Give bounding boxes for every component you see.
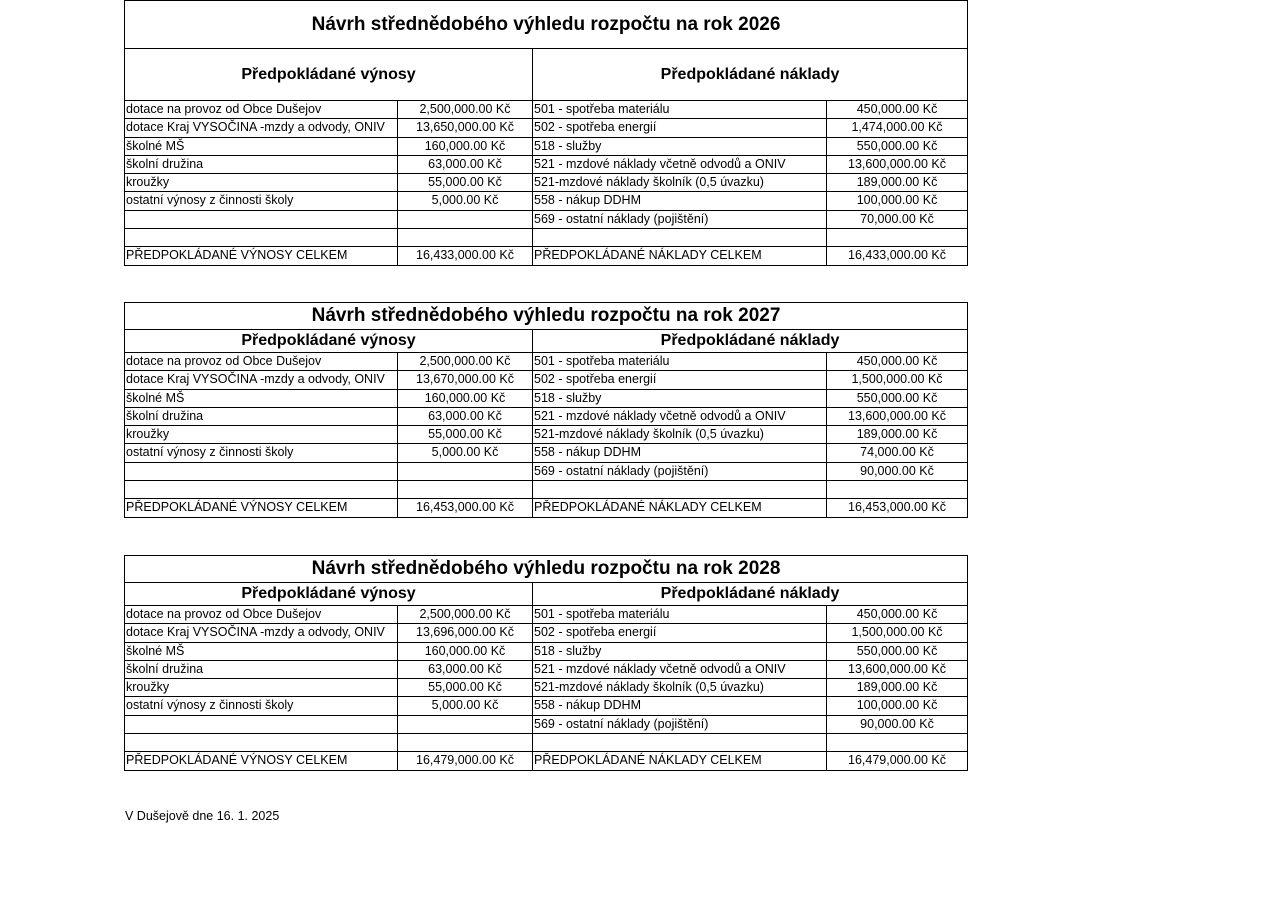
cost-label: PŘEDPOKLÁDANÉ NÁKLADY CELKEM — [533, 752, 827, 770]
revenue-value: 2,500,000.00 Kč — [398, 606, 533, 624]
table-row — [125, 210, 968, 228]
cost-label: PŘEDPOKLÁDANÉ NÁKLADY CELKEM — [533, 247, 827, 265]
costs-header: Předpokládané náklady — [533, 583, 968, 606]
revenue-value: 160,000.00 Kč — [398, 389, 533, 407]
cost-label: 521 - mzdové náklady včetně odvodů a ONIV — [533, 660, 827, 678]
revenue-label — [125, 210, 398, 228]
cost-value: 1,500,000.00 Kč — [827, 371, 968, 389]
revenue-value — [398, 715, 533, 733]
cost-value: 550,000.00 Kč — [827, 642, 968, 660]
cost-value — [827, 229, 968, 247]
table-row — [125, 462, 968, 480]
revenue-value: 63,000.00 Kč — [398, 155, 533, 173]
revenue-label: ostatní výnosy z činnosti školy — [125, 444, 398, 462]
revenue-label: kroužky — [125, 679, 398, 697]
revenue-value: 13,670,000.00 Kč — [398, 371, 533, 389]
budget-table-2027 — [124, 302, 968, 518]
table-row — [125, 752, 968, 770]
revenue-value: 55,000.00 Kč — [398, 174, 533, 192]
revenue-label: školné MŠ — [125, 642, 398, 660]
table-row — [125, 353, 968, 371]
revenue-value: 63,000.00 Kč — [398, 660, 533, 678]
cost-label: 502 - spotřeba energií — [533, 119, 827, 137]
revenue-value: 16,479,000.00 Kč — [398, 752, 533, 770]
cost-value: 13,600,000.00 Kč — [827, 407, 968, 425]
revenue-label: školné MŠ — [125, 389, 398, 407]
cost-value: 13,600,000.00 Kč — [827, 155, 968, 173]
cost-label — [533, 734, 827, 752]
table-row — [125, 101, 968, 119]
cost-label: 558 - nákup DDHM — [533, 444, 827, 462]
table-row — [125, 642, 968, 660]
budget-title: Návrh střednědobého výhledu rozpočtu na rok 2028 — [125, 556, 968, 583]
table-row — [125, 660, 968, 678]
revenue-label: dotace na provoz od Obce Dušejov — [125, 353, 398, 371]
revenue-label — [125, 462, 398, 480]
cost-value: 1,474,000.00 Kč — [827, 119, 968, 137]
cost-label: 502 - spotřeba energií — [533, 624, 827, 642]
revenue-label: kroužky — [125, 426, 398, 444]
cost-value: 16,433,000.00 Kč — [827, 247, 968, 265]
revenue-label: ostatní výnosy z činnosti školy — [125, 697, 398, 715]
table-row — [125, 137, 968, 155]
budget-table-2028 — [124, 555, 968, 771]
table-row — [125, 734, 968, 752]
cost-value: 13,600,000.00 Kč — [827, 660, 968, 678]
revenue-value: 16,433,000.00 Kč — [398, 247, 533, 265]
revenue-label: kroužky — [125, 174, 398, 192]
cost-value: 450,000.00 Kč — [827, 101, 968, 119]
revenue-value: 2,500,000.00 Kč — [398, 353, 533, 371]
cost-label: 521-mzdové náklady školník (0,5 úvazku) — [533, 679, 827, 697]
cost-label: 521 - mzdové náklady včetně odvodů a ONIV — [533, 407, 827, 425]
revenue-label: dotace Kraj VYSOČINA -mzdy a odvody, ONIV — [125, 119, 398, 137]
cost-value: 189,000.00 Kč — [827, 679, 968, 697]
cost-label: 521 - mzdové náklady včetně odvodů a ONIV — [533, 155, 827, 173]
revenue-label: školní družina — [125, 660, 398, 678]
table-row — [125, 624, 968, 642]
table-row — [125, 192, 968, 210]
cost-label: 521-mzdové náklady školník (0,5 úvazku) — [533, 426, 827, 444]
revenue-label — [125, 734, 398, 752]
place-and-date: V Dušejově dne 16. 1. 2025 — [125, 809, 280, 823]
cost-label: 502 - spotřeba energií — [533, 371, 827, 389]
revenue-value: 63,000.00 Kč — [398, 407, 533, 425]
table-row — [125, 697, 968, 715]
revenue-value — [398, 734, 533, 752]
cost-label: 558 - nákup DDHM — [533, 697, 827, 715]
revenue-label: dotace Kraj VYSOČINA -mzdy a odvody, ONIV — [125, 371, 398, 389]
table-row — [125, 407, 968, 425]
revenue-value — [398, 210, 533, 228]
cost-value: 100,000.00 Kč — [827, 697, 968, 715]
table-row — [125, 499, 968, 517]
cost-value: 450,000.00 Kč — [827, 353, 968, 371]
cost-value: 189,000.00 Kč — [827, 426, 968, 444]
revenue-value — [398, 462, 533, 480]
cost-label — [533, 481, 827, 499]
revenue-value: 160,000.00 Kč — [398, 137, 533, 155]
revenue-value: 5,000.00 Kč — [398, 192, 533, 210]
revenue-value: 5,000.00 Kč — [398, 444, 533, 462]
revenue-label — [125, 715, 398, 733]
cost-label: 558 - nákup DDHM — [533, 192, 827, 210]
cost-value: 550,000.00 Kč — [827, 389, 968, 407]
revenue-label: školní družina — [125, 407, 398, 425]
budget-title: Návrh střednědobého výhledu rozpočtu na rok 2026 — [125, 1, 968, 49]
cost-value: 450,000.00 Kč — [827, 606, 968, 624]
revenue-label: ostatní výnosy z činnosti školy — [125, 192, 398, 210]
cost-label: 521-mzdové náklady školník (0,5 úvazku) — [533, 174, 827, 192]
cost-label: 518 - služby — [533, 389, 827, 407]
cost-value: 90,000.00 Kč — [827, 715, 968, 733]
costs-header: Předpokládané náklady — [533, 49, 968, 101]
revenue-label: dotace Kraj VYSOČINA -mzdy a odvody, ONIV — [125, 624, 398, 642]
table-row — [125, 606, 968, 624]
table-row — [125, 229, 968, 247]
revenue-value: 55,000.00 Kč — [398, 679, 533, 697]
cost-label: 569 - ostatní náklady (pojištění) — [533, 210, 827, 228]
costs-header: Předpokládané náklady — [533, 330, 968, 353]
cost-value: 90,000.00 Kč — [827, 462, 968, 480]
budget-title: Návrh střednědobého výhledu rozpočtu na rok 2027 — [125, 303, 968, 330]
revenue-value: 55,000.00 Kč — [398, 426, 533, 444]
cost-label: 569 - ostatní náklady (pojištění) — [533, 715, 827, 733]
revenue-value: 160,000.00 Kč — [398, 642, 533, 660]
table-row — [125, 155, 968, 173]
table-row — [125, 371, 968, 389]
revenue-value: 13,650,000.00 Kč — [398, 119, 533, 137]
cost-label: 518 - služby — [533, 642, 827, 660]
revenue-label: školní družina — [125, 155, 398, 173]
revenues-header: Předpokládané výnosy — [125, 330, 533, 353]
revenue-value — [398, 481, 533, 499]
table-row — [125, 444, 968, 462]
cost-value: 74,000.00 Kč — [827, 444, 968, 462]
table-row — [125, 715, 968, 733]
revenue-label: PŘEDPOKLÁDANÉ VÝNOSY CELKEM — [125, 499, 398, 517]
cost-value — [827, 734, 968, 752]
cost-label: 501 - spotřeba materiálu — [533, 353, 827, 371]
cost-value: 550,000.00 Kč — [827, 137, 968, 155]
revenue-value: 2,500,000.00 Kč — [398, 101, 533, 119]
cost-value: 70,000.00 Kč — [827, 210, 968, 228]
revenue-label: školné MŠ — [125, 137, 398, 155]
cost-label: 569 - ostatní náklady (pojištění) — [533, 462, 827, 480]
revenue-label — [125, 229, 398, 247]
cost-value: 100,000.00 Kč — [827, 192, 968, 210]
cost-value: 16,453,000.00 Kč — [827, 499, 968, 517]
revenue-label: PŘEDPOKLÁDANÉ VÝNOSY CELKEM — [125, 752, 398, 770]
table-row — [125, 426, 968, 444]
table-row — [125, 119, 968, 137]
table-row — [125, 481, 968, 499]
revenue-value: 5,000.00 Kč — [398, 697, 533, 715]
cost-label: PŘEDPOKLÁDANÉ NÁKLADY CELKEM — [533, 499, 827, 517]
cost-label — [533, 229, 827, 247]
cost-value — [827, 481, 968, 499]
cost-label: 518 - služby — [533, 137, 827, 155]
table-row — [125, 174, 968, 192]
revenues-header: Předpokládané výnosy — [125, 583, 533, 606]
budget-table-2026 — [124, 0, 968, 266]
cost-value: 1,500,000.00 Kč — [827, 624, 968, 642]
revenue-value: 13,696,000.00 Kč — [398, 624, 533, 642]
revenue-value — [398, 229, 533, 247]
cost-label: 501 - spotřeba materiálu — [533, 101, 827, 119]
revenue-label: dotace na provoz od Obce Dušejov — [125, 606, 398, 624]
revenue-label — [125, 481, 398, 499]
revenue-value: 16,453,000.00 Kč — [398, 499, 533, 517]
cost-value: 16,479,000.00 Kč — [827, 752, 968, 770]
cost-label: 501 - spotřeba materiálu — [533, 606, 827, 624]
cost-value: 189,000.00 Kč — [827, 174, 968, 192]
table-row — [125, 389, 968, 407]
revenues-header: Předpokládané výnosy — [125, 49, 533, 101]
table-row — [125, 247, 968, 265]
table-row — [125, 679, 968, 697]
revenue-label: PŘEDPOKLÁDANÉ VÝNOSY CELKEM — [125, 247, 398, 265]
revenue-label: dotace na provoz od Obce Dušejov — [125, 101, 398, 119]
